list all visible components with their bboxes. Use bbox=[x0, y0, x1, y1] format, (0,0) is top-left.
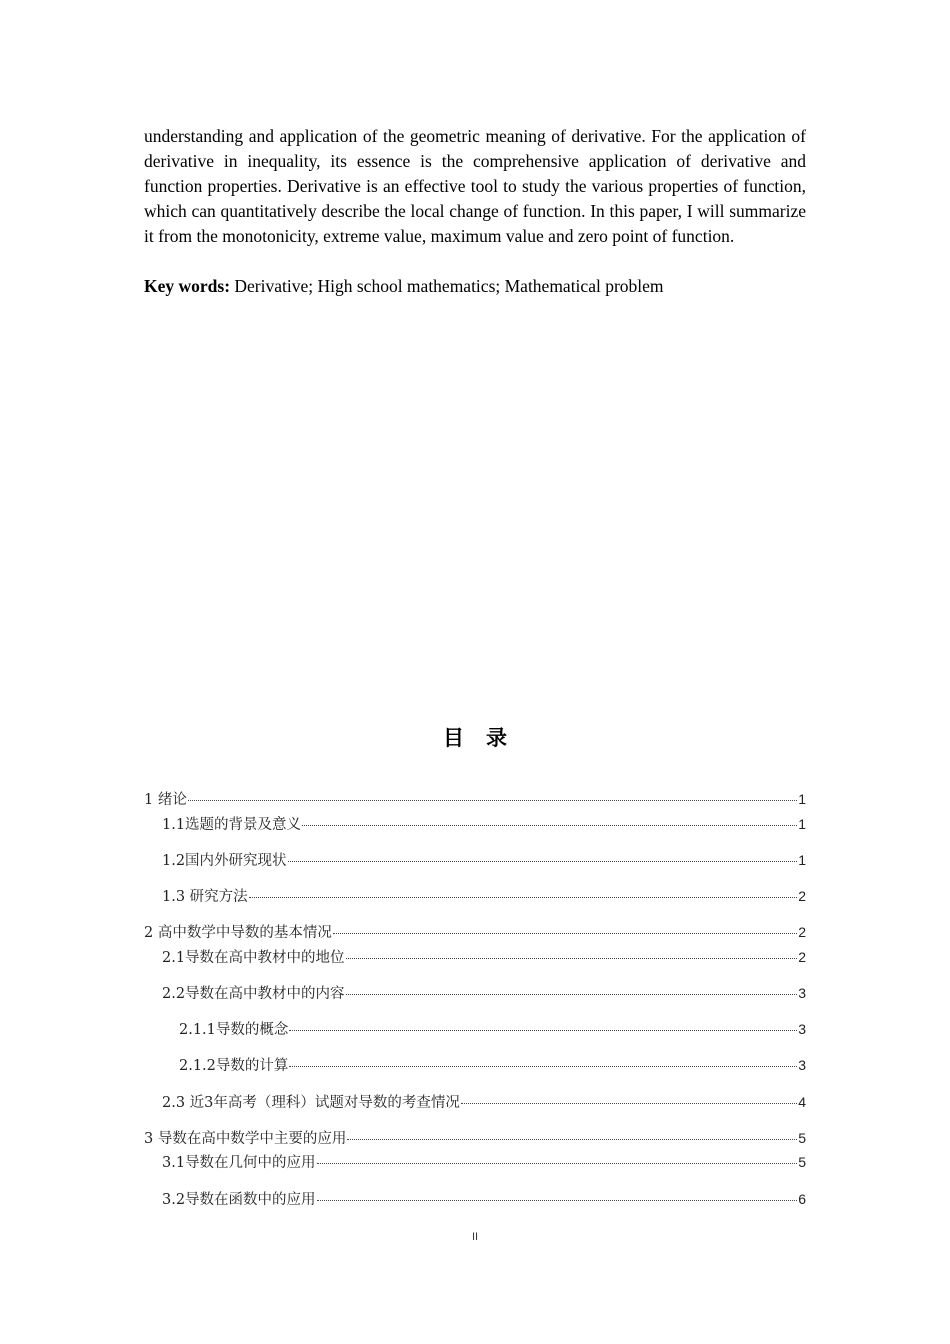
keywords-text: Derivative; High school mathematics; Mathematical problem bbox=[234, 276, 664, 296]
toc-entry-page: 3 bbox=[798, 985, 806, 1001]
abstract-paragraph: understanding and application of the geometric meaning of derivative. For the application of derivative in inequality, its essence is the comprehensive application of derivative and function properties. Derivative is an effective tool to study the various properties of function, which can quantitatively describe the local change of function. In this paper, I will summarize it from the monotonicity, extreme value, maximum value and zero point of function. bbox=[144, 126, 806, 246]
toc-entry[interactable] bbox=[162, 1188, 806, 1208]
toc-entry-page: 1 bbox=[798, 791, 806, 807]
toc-entry-label: 1.2国内外研究现状 bbox=[162, 853, 287, 869]
toc-entry-label: 3 导数在高中数学中主要的应用 bbox=[144, 1131, 347, 1147]
toc-entry-page: 3 bbox=[798, 1021, 806, 1037]
toc-entry[interactable] bbox=[162, 1151, 806, 1171]
toc-entry-page: 6 bbox=[798, 1191, 806, 1207]
page-number: II bbox=[471, 1231, 479, 1243]
toc-entry-label: 1 绪论 bbox=[144, 792, 187, 808]
toc-leader bbox=[333, 933, 797, 934]
toc-entry-label: 2.1.1导数的概念 bbox=[179, 1022, 289, 1038]
toc-leader bbox=[346, 958, 798, 959]
toc-leader bbox=[317, 1200, 798, 1201]
toc-leader bbox=[461, 1103, 797, 1104]
keywords-line bbox=[144, 274, 806, 299]
toc-entry[interactable] bbox=[179, 1018, 806, 1038]
toc-entry-label: 2.2导数在高中教材中的内容 bbox=[162, 986, 345, 1002]
toc-leader bbox=[289, 1030, 797, 1031]
toc-leader bbox=[346, 994, 798, 995]
toc-entry-label: 2.1导数在高中教材中的地位 bbox=[162, 950, 345, 966]
toc-entry[interactable] bbox=[179, 1054, 806, 1074]
toc-leader bbox=[249, 897, 798, 898]
toc-leader bbox=[188, 800, 797, 801]
toc-entry-page: 1 bbox=[798, 852, 806, 868]
keywords-label: Key words: bbox=[144, 276, 231, 296]
toc-title: 目录 bbox=[443, 726, 529, 750]
toc-entry-label: 1.1选题的背景及意义 bbox=[162, 817, 302, 833]
toc-entry-label: 1.3 研究方法 bbox=[162, 889, 248, 905]
toc-entry-page: 4 bbox=[798, 1094, 806, 1110]
toc-entry[interactable] bbox=[162, 946, 806, 966]
toc-leader bbox=[288, 861, 798, 862]
toc-entry-page: 5 bbox=[798, 1130, 806, 1146]
toc-entry-page: 3 bbox=[798, 1057, 806, 1073]
toc-entry-label: 2 高中数学中导数的基本情况 bbox=[144, 925, 332, 941]
toc-entry[interactable] bbox=[144, 921, 806, 941]
toc-entry-page: 2 bbox=[798, 949, 806, 965]
toc-entry[interactable] bbox=[162, 813, 806, 833]
toc-entry[interactable] bbox=[162, 1091, 806, 1111]
toc-leader bbox=[302, 825, 797, 826]
toc-leader bbox=[289, 1066, 797, 1067]
toc-entry-page: 1 bbox=[798, 816, 806, 832]
toc-entry[interactable] bbox=[162, 982, 806, 1002]
toc-entry-label: 2.3 近3年高考（理科）试题对导数的考查情况 bbox=[162, 1095, 460, 1111]
toc-entry-page: 2 bbox=[798, 888, 806, 904]
toc-entry-page: 2 bbox=[798, 924, 806, 940]
toc-entry[interactable] bbox=[162, 885, 806, 905]
toc-leader bbox=[317, 1163, 798, 1164]
toc-entry[interactable] bbox=[162, 849, 806, 869]
toc-entry-label: 3.1导数在几何中的应用 bbox=[162, 1155, 316, 1171]
toc-entry-label: 3.2导数在函数中的应用 bbox=[162, 1192, 316, 1208]
toc-entry[interactable] bbox=[144, 1127, 806, 1147]
toc-leader bbox=[347, 1139, 797, 1140]
toc-entry[interactable] bbox=[144, 788, 806, 808]
toc-entry-label: 2.1.2导数的计算 bbox=[179, 1058, 289, 1074]
toc-entry-page: 5 bbox=[798, 1154, 806, 1170]
